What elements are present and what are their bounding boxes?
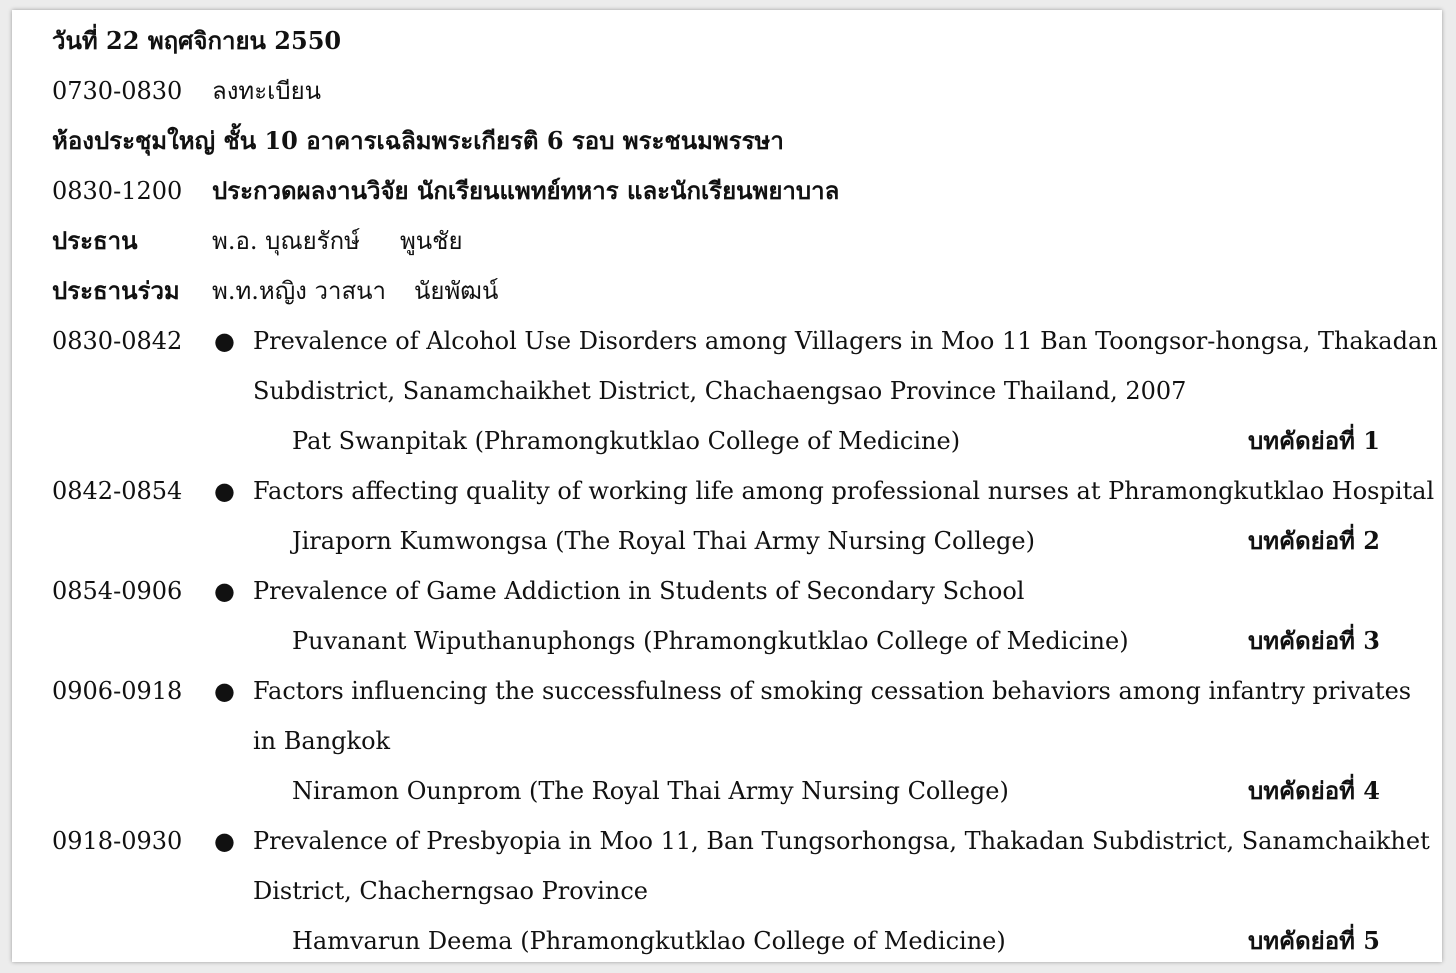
date-heading: วันที่ 22 พฤศจิกายน 2550: [52, 26, 342, 55]
abstract-ref: บทคัดย่อที่ 5: [1247, 926, 1380, 955]
session-time: 0830-1200: [52, 177, 183, 205]
presentation-title-row: [12, 566, 1442, 616]
session-row: [12, 166, 1442, 216]
presentation-author-row: [12, 916, 1442, 962]
chair-name-group: [212, 216, 463, 266]
cochair-surname: นัยพัฒน์: [414, 277, 499, 305]
presentation-title-row: [12, 816, 1442, 866]
presentation-author-row: [12, 516, 1442, 566]
presentation-time: 0842-0854: [52, 477, 183, 505]
presentation-title: Prevalence of Game Addiction in Students of Secondary School: [253, 577, 1025, 605]
registration-label: ลงทะเบียน: [212, 77, 322, 105]
session-title: ประกวดผลงานวิจัย นักเรียนแพทย์ทหาร และนักเรียนพยาบาล: [212, 176, 840, 205]
chair-surname: พูนชัย: [399, 227, 463, 255]
presentation-author: Hamvarun Deema (Phramongkutklao College of Medicine): [292, 927, 1006, 955]
schedule-page: [12, 10, 1442, 962]
presentation-title-row: [12, 316, 1442, 366]
abstract-ref: บทคัดย่อที่ 3: [1247, 626, 1380, 655]
presentation-title: in Bangkok: [253, 727, 391, 755]
presentation-author: Pat Swanpitak (Phramongkutklao College of Medicine): [292, 427, 961, 455]
presentation-title: Prevalence of Alcohol Use Disorders among Villagers in Moo 11 Ban Toongsor-hongsa, Thakadan: [253, 327, 1438, 355]
presentation-title-row: [12, 666, 1442, 716]
bullet-icon: ●: [214, 577, 235, 605]
presentation-title: Factors affecting quality of working life among professional nurses at Phramongkutklao Hospital: [253, 477, 1435, 505]
presentation-time: 0918-0930: [52, 827, 183, 855]
presentation-title: Subdistrict, Sanamchaikhet District, Chachaengsao Province Thailand, 2007: [253, 377, 1187, 405]
presentation-author: Jiraporn Kumwongsa (The Royal Thai Army Nursing College): [292, 527, 1035, 555]
presentation-title-row: [12, 866, 1442, 916]
chair-role: ประธาน: [52, 226, 138, 255]
presentation-time: 0854-0906: [52, 577, 183, 605]
presentation-title: Prevalence of Presbyopia in Moo 11, Ban Tungsorhongsa, Thakadan Subdistrict, Sanamchaikhet: [253, 827, 1430, 855]
chair-name: พ.อ. บุณยรักษ์: [212, 227, 360, 255]
presentation-author-row: [12, 766, 1442, 816]
abstract-ref: บทคัดย่อที่ 4: [1247, 776, 1380, 805]
presentation-author-row: [12, 616, 1442, 666]
presentation-title-row: [12, 366, 1442, 416]
chair-row: [12, 216, 1442, 266]
registration-time: 0730-0830: [52, 77, 183, 105]
presentation-time: 0830-0842: [52, 327, 183, 355]
cochair-role: ประธานร่วม: [52, 276, 180, 305]
cochair-row: [12, 266, 1442, 316]
abstract-ref: บทคัดย่อที่ 2: [1247, 526, 1380, 555]
presentation-title-row: [12, 466, 1442, 516]
bullet-icon: ●: [214, 327, 235, 355]
venue-row: [12, 116, 1442, 166]
cochair-name: พ.ท.หญิง วาสนา: [212, 277, 386, 305]
presentation-title: District, Chacherngsao Province: [253, 877, 649, 905]
presentation-author-row: [12, 416, 1442, 466]
presentation-time: 0906-0918: [52, 677, 183, 705]
venue-heading: ห้องประชุมใหญ่ ชั้น 10 อาคารเฉลิมพระเกียรติ 6 รอบ พระชนมพรรษา: [52, 126, 784, 155]
cochair-name-group: [212, 266, 498, 316]
bullet-icon: ●: [214, 477, 235, 505]
bullet-icon: ●: [214, 677, 235, 705]
presentation-author: Puvanant Wiputhanuphongs (Phramongkutklao College of Medicine): [292, 627, 1129, 655]
date-heading-row: [12, 16, 1442, 66]
presentation-title-row: [12, 716, 1442, 766]
bullet-icon: ●: [214, 827, 235, 855]
registration-row: [12, 66, 1442, 116]
presentation-author: Niramon Ounprom (The Royal Thai Army Nursing College): [292, 777, 1009, 805]
abstract-ref: บทคัดย่อที่ 1: [1247, 426, 1380, 455]
presentation-title: Factors influencing the successfulness of smoking cessation behaviors among infantry privates: [253, 677, 1412, 705]
